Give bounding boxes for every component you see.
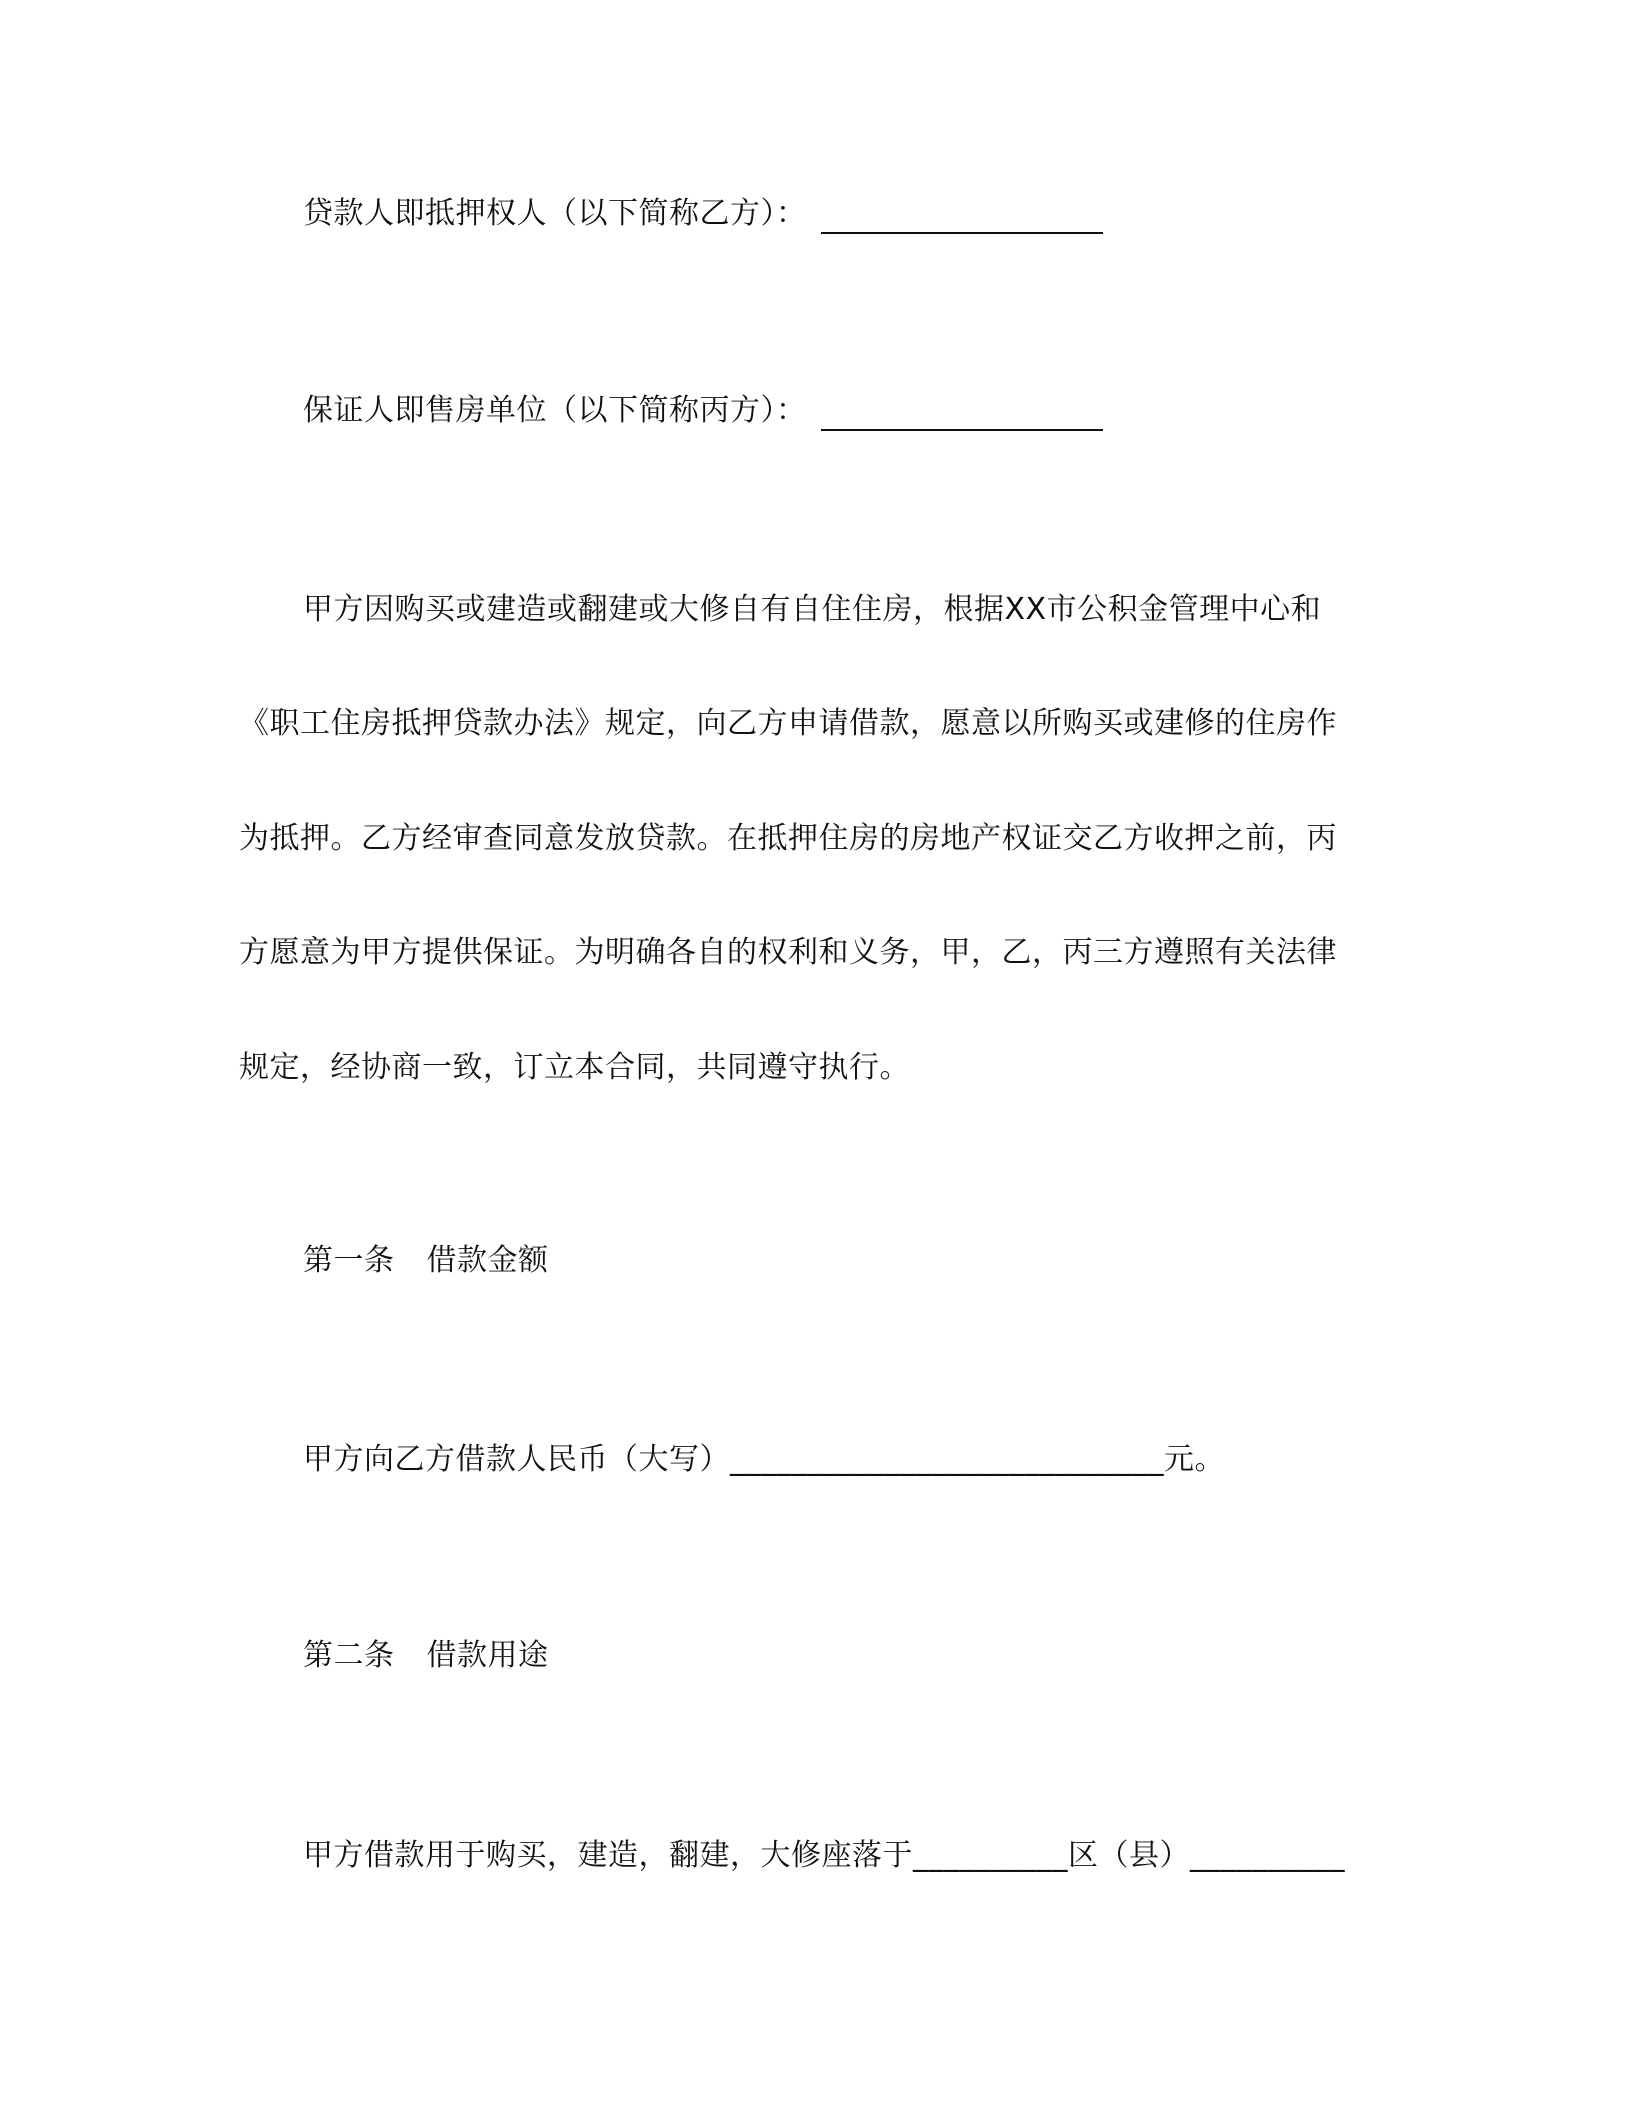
preamble-line-3: 为抵押。乙方经审查同意发放贷款。在抵押住房的房地产权证交乙方收押之前，丙 [239,821,1337,856]
preamble-line-5: 规定，经协商一致，订立本合同，共同遵守执行。 [239,1050,910,1085]
guarantor-label: 保证人即售房单位（以下简称丙方）： [303,393,807,428]
article-2-text: 甲方借款用于购买，建造，翻建，大修座落于__________区（县）__________ [303,1838,1345,1873]
article-2-number: 第二条 [303,1638,395,1673]
article-1-heading [303,1241,549,1281]
article-1-number: 第一条 [303,1243,395,1278]
article-1-title: 借款金额 [426,1243,549,1278]
guarantor-line [303,391,1103,431]
lender-label: 贷款人即抵押权人（以下简称乙方）： [303,196,807,231]
lender-blank [821,196,1103,234]
lender-line [303,194,1103,234]
guarantor-blank [821,393,1103,431]
article-2-heading [303,1636,549,1676]
preamble-line-4: 方愿意为甲方提供保证。为明确各自的权利和义务，甲，乙，丙三方遵照有关法律 [239,935,1337,970]
preamble-line-2: 《职工住房抵押贷款办法》规定，向乙方申请借款，愿意以所购买或建修的住房作 [239,706,1337,741]
article-2-title: 借款用途 [426,1638,549,1673]
preamble-line-1: 甲方因购买或建造或翻建或大修自有自住住房，根据XX市公积金管理中心和 [303,592,1322,627]
article-1-text: 甲方向乙方借款人民币（大写）____________________________元。 [303,1442,1225,1477]
